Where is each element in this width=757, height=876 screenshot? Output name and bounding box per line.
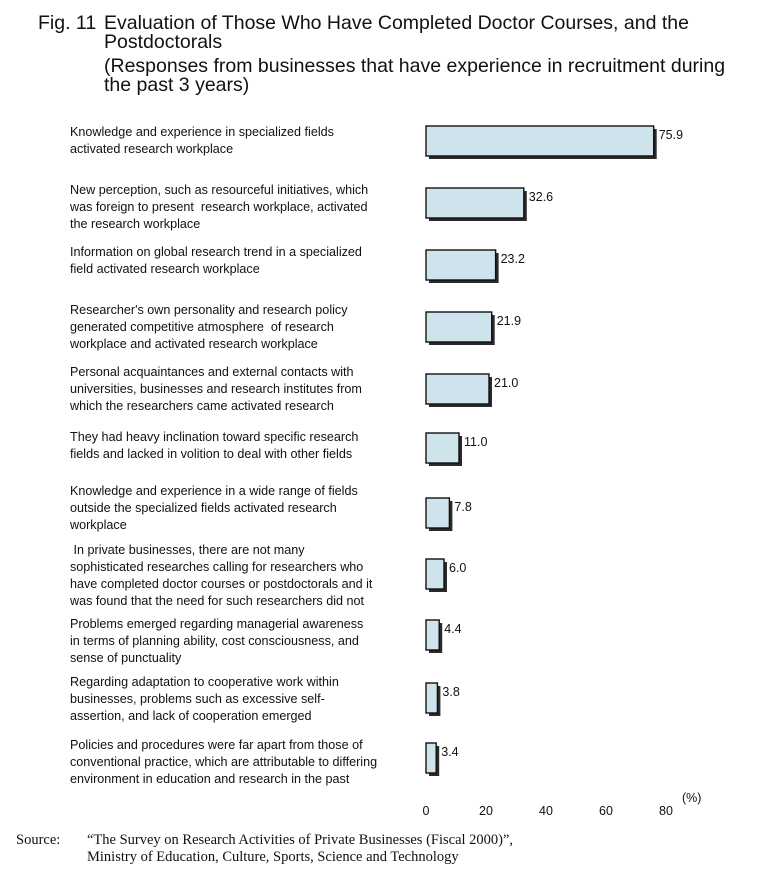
category-label-line: assertion, and lack of cooperation emerged <box>70 709 312 723</box>
category-label-line: field activated research workplace <box>70 262 260 276</box>
bar <box>426 559 444 589</box>
category-label-line: fields and lacked in volition to deal with other fields <box>70 447 353 461</box>
category-label-line: sophisticated researches calling for researchers who <box>70 560 364 574</box>
category-label-line: sense of punctuality <box>70 651 182 665</box>
bar-value-label: 11.0 <box>464 435 488 449</box>
category-label-line: conventional practice, which are attributable to differing <box>70 755 378 769</box>
category-label-line: New perception, such as resourceful initiatives, which <box>70 183 369 197</box>
title-line-4: the past 3 years) <box>104 74 250 96</box>
category-label-line: Regarding adaptation to cooperative work within <box>70 675 339 689</box>
bar-value-label: 21.9 <box>496 314 522 328</box>
bar-value-label: 7.8 <box>454 500 472 514</box>
category-label-line: environment in education and research in the past <box>70 772 350 786</box>
title-line-1: Evaluation of Those Who Have Completed Doctor Courses, and the <box>104 12 689 34</box>
bar-value-label: 3.4 <box>441 745 459 759</box>
category-label-line: was found that the need for such researchers did not <box>70 594 365 608</box>
source-label: Source: <box>16 832 61 848</box>
category-label-line: In private businesses, there are not many <box>70 543 305 557</box>
x-tick-label: 40 <box>539 804 553 818</box>
category-label-line: was foreign to present research workplace, activated <box>70 200 368 214</box>
category-label-line: They had heavy inclination toward specific research <box>70 430 359 444</box>
bar <box>426 683 437 713</box>
category-label-line: Problems emerged regarding managerial awareness <box>70 617 364 631</box>
bar <box>426 433 459 463</box>
category-label-line: Personal acquaintances and external contacts with <box>70 365 354 379</box>
category-label-line: universities, businesses and research institutes from <box>70 382 362 396</box>
bar <box>426 498 449 528</box>
category-label-line: which the researchers came activated research <box>70 399 334 413</box>
category-label-line: Researcher's own personality and research policy <box>70 303 348 317</box>
bar <box>426 312 492 342</box>
bar <box>426 374 489 404</box>
source-line-1: “The Survey on Research Activities of Private Businesses (Fiscal 2000)”, <box>87 832 514 848</box>
category-label-line: Knowledge and experience in specialized fields <box>70 125 334 139</box>
x-axis-unit: (%) <box>682 791 702 805</box>
category-label-line: Knowledge and experience in a wide range of fields <box>70 484 358 498</box>
category-label-line: in terms of planning ability, cost consciousness, and <box>70 634 359 648</box>
x-tick-label: 0 <box>422 804 430 818</box>
category-label-line: have completed doctor courses or postdoctorals and it <box>70 577 373 591</box>
bar-value-label: 32.6 <box>528 190 554 204</box>
bar-value-label: 6.0 <box>449 561 467 575</box>
bar-value-label: 4.4 <box>444 622 462 636</box>
category-label-line: the research workplace <box>70 217 201 231</box>
bar-value-label: 75.9 <box>658 128 684 142</box>
category-label-line: workplace and activated research workplace <box>70 337 318 351</box>
title-line-2: Postdoctorals <box>104 31 223 53</box>
bar <box>426 620 439 650</box>
category-label-line: activated research workplace <box>70 142 234 156</box>
title-line-3: (Responses from businesses that have experience in recruitment during <box>104 55 726 77</box>
bar <box>426 743 436 773</box>
bar <box>426 126 654 156</box>
category-label-line: workplace <box>70 518 127 532</box>
bar-value-label: 23.2 <box>500 252 525 266</box>
category-label-line: Policies and procedures were far apart from those of <box>70 738 363 752</box>
bar-value-label: 21.0 <box>494 376 519 390</box>
category-label-line: outside the specialized fields activated research <box>70 501 337 515</box>
x-tick-label: 20 <box>479 804 493 818</box>
figure-label: Fig. 11 <box>38 12 97 34</box>
category-label-line: Information on global research trend in a specialized <box>70 245 362 259</box>
category-label-line: businesses, problems such as excessive self- <box>70 692 325 706</box>
source-line-2: Ministry of Education, Culture, Sports, Science and Technology <box>87 849 459 865</box>
x-tick-label: 60 <box>599 804 613 818</box>
bar <box>426 188 524 218</box>
category-label-line: generated competitive atmosphere of research <box>70 320 334 334</box>
x-tick-label: 80 <box>659 804 673 818</box>
bar <box>426 250 496 280</box>
bar-value-label: 3.8 <box>442 685 460 699</box>
